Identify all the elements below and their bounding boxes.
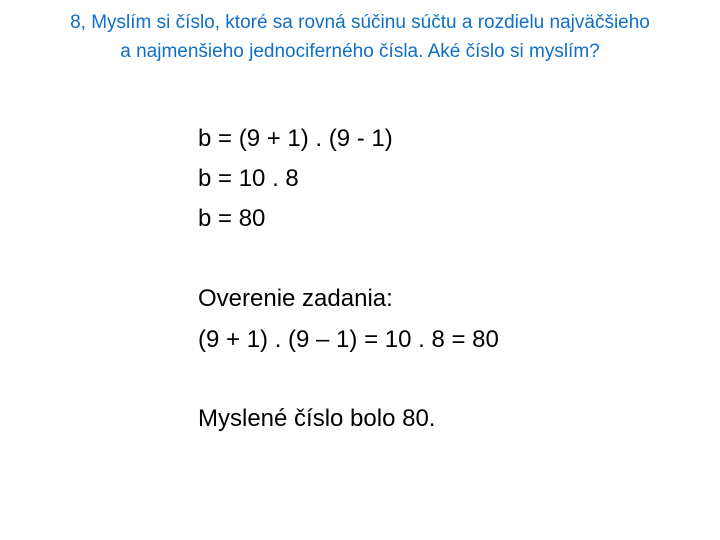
answer-text: Myslené číslo bolo 80. [198, 405, 436, 432]
verification-label: Overenie zadania: [198, 285, 393, 312]
calculation-line-1: b = (9 + 1) . (9 - 1) [198, 125, 393, 152]
calculation-result: b = 80 [198, 205, 266, 232]
problem-title [20, 8, 700, 66]
calculation-line-2: b = 10 . 8 [198, 165, 299, 192]
problem-title-line-1: 8, Myslím si číslo, ktoré sa rovná súčinu súčtu a rozdielu najväčšieho [70, 12, 650, 33]
problem-title-line-2: a najmenšieho jednociferného čísla. Aké číslo si myslím? [120, 41, 600, 62]
verification-expression: (9 + 1) . (9 – 1) = 10 . 8 = 80 [198, 326, 499, 353]
